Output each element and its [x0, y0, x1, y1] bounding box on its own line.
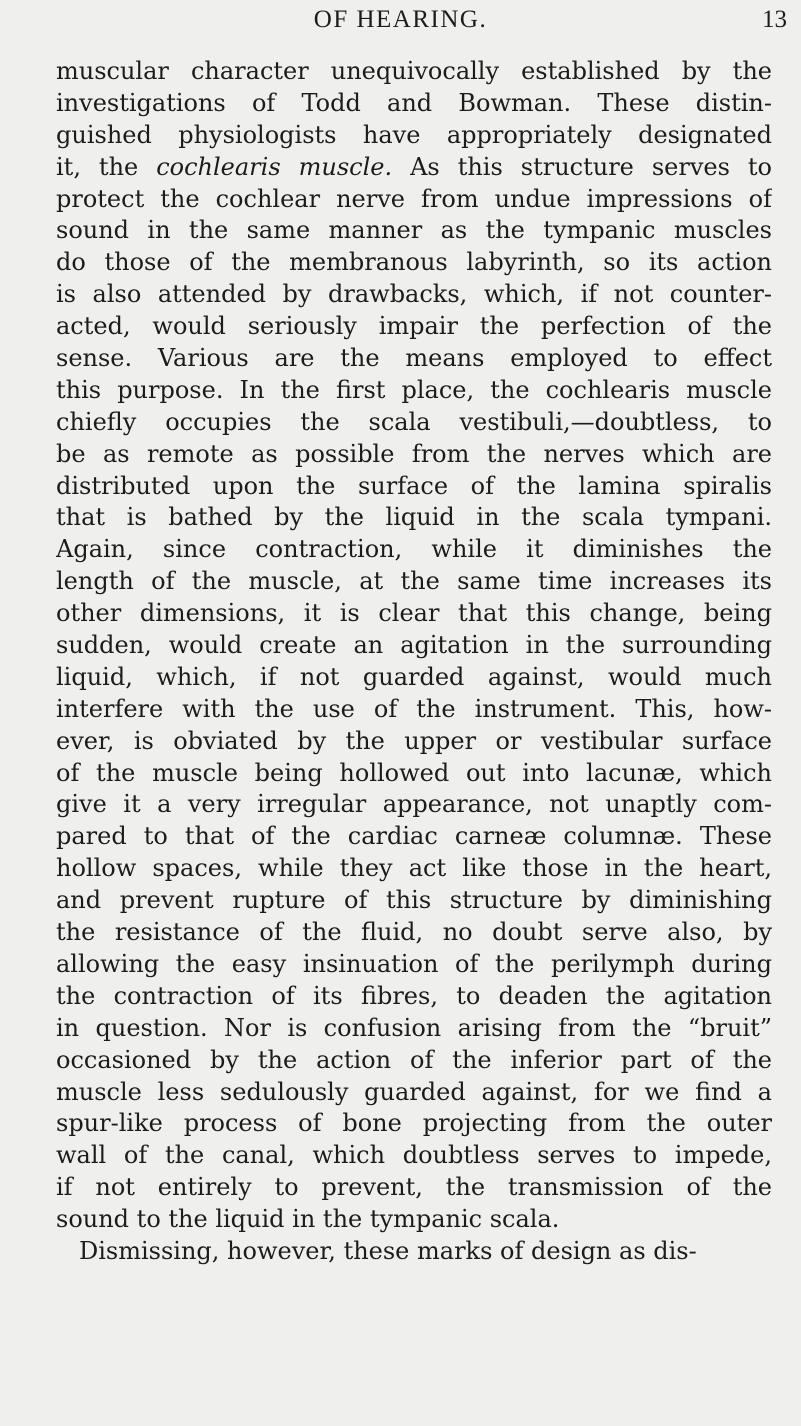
text-line: do those of the membranous labyrinth, so its action [56, 248, 772, 277]
text-line: muscular character unequivocally established by the [56, 57, 772, 85]
text-line: of the muscle being hollowed out into lacunæ, which [56, 758, 772, 787]
body-text [56, 56, 772, 1268]
text-line: occasioned by the action of the inferior part of the [56, 1045, 772, 1074]
text-line: ever, is obviated by the upper or vestibular surface [56, 726, 772, 755]
text-line: this purpose. In the first place, the cochlearis muscle [56, 375, 772, 404]
italic-term: cochlearis muscle. [156, 152, 393, 181]
text-line: pared to that of the cardiac carneæ columnæ. These [56, 822, 772, 851]
text-run: As this structure serves to [392, 152, 772, 181]
text-line: protect the cochlear nerve from undue impressions of [56, 184, 772, 213]
text-line: sound in the same manner as the tympanic muscles [56, 216, 772, 245]
text-line: distributed upon the surface of the lamina spiralis [56, 471, 772, 500]
text-line: chiefly occupies the scala vestibuli,—doubtless, to [56, 407, 772, 436]
text-line: sound to the liquid in the tympanic scala. [56, 1205, 560, 1234]
text-line: muscle less sedulously guarded against, for we find a [56, 1077, 772, 1106]
text-line: that is bathed by the liquid in the scala tympani. [56, 503, 772, 532]
page-number: 13 [762, 6, 787, 33]
text-line: investigations of Todd and Bowman. These distin- [56, 88, 772, 117]
text-line: wall of the canal, which doubtless serves to impede, [56, 1141, 772, 1170]
text-line: Dismissing, however, these marks of design as dis- [79, 1236, 697, 1265]
text-line: and prevent rupture of this structure by diminishing [56, 886, 772, 915]
text-line: interfere with the use of the instrument. This, how- [56, 694, 772, 723]
text-line: the contraction of its fibres, to deaden the agitation [56, 981, 772, 1010]
text-line: liquid, which, if not guarded against, would much [56, 662, 772, 691]
text-line: be as remote as possible from the nerves which are [56, 439, 772, 468]
running-head [0, 6, 801, 36]
text-line: if not entirely to prevent, the transmission of the [56, 1173, 772, 1202]
text-line: other dimensions, it is clear that this change, being [56, 599, 772, 628]
text-run: it, the [56, 152, 157, 181]
text-line [56, 152, 772, 184]
text-line: sudden, would create an agitation in the surrounding [56, 631, 772, 660]
text-line: Again, since contraction, while it diminishes the [56, 535, 772, 564]
text-line: is also attended by drawbacks, which, if not counter- [56, 280, 772, 309]
text-line: the resistance of the fluid, no doubt serve also, by [56, 918, 772, 947]
text-line: length of the muscle, at the same time increases its [56, 567, 772, 596]
text-line: guished physiologists have appropriately designated [56, 120, 772, 149]
text-line: hollow spaces, while they act like those in the heart, [56, 854, 772, 883]
text-line: spur-like process of bone projecting from the outer [56, 1109, 772, 1138]
text-line: sense. Various are the means employed to effect [56, 344, 772, 373]
text-line: allowing the easy insinuation of the perilymph during [56, 949, 772, 978]
text-line: in question. Nor is confusion arising from the “bruit” [56, 1013, 772, 1042]
text-line: give it a very irregular appearance, not unaptly com- [56, 790, 772, 819]
text-line: acted, would seriously impair the perfection of the [56, 312, 772, 341]
running-title: OF HEARING. [313, 6, 488, 33]
